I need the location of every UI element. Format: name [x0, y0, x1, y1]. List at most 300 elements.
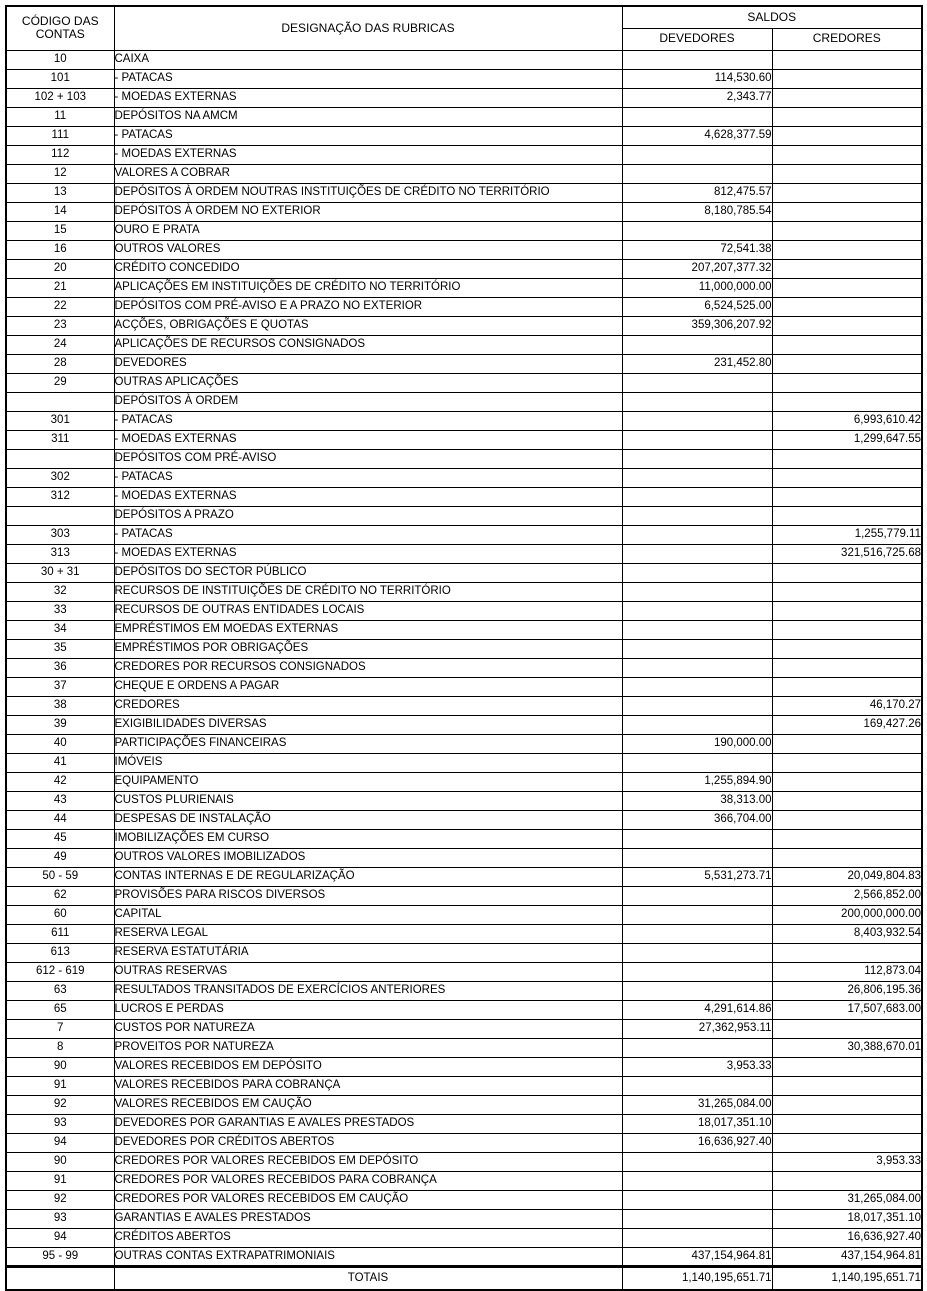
row-credores [772, 829, 922, 848]
row-devedores [622, 715, 772, 734]
row-credores [772, 1057, 922, 1076]
row-designation: OUTRAS RESERVAS [114, 962, 622, 981]
row-credores [772, 164, 922, 183]
row-designation: - PATACAS [114, 468, 622, 487]
table-row [6, 1019, 922, 1038]
row-code: 91 [6, 1171, 114, 1190]
row-credores [772, 107, 922, 126]
row-code: 90 [6, 1057, 114, 1076]
row-code: 41 [6, 753, 114, 772]
row-credores [772, 639, 922, 658]
row-credores: 26,806,195.36 [772, 981, 922, 1000]
row-credores: 200,000,000.00 [772, 905, 922, 924]
row-code: 94 [6, 1133, 114, 1152]
row-devedores [622, 943, 772, 962]
row-designation: DEVEDORES POR GARANTIAS E AVALES PRESTADOS [114, 1114, 622, 1133]
row-credores [772, 50, 922, 69]
table-row [6, 145, 922, 164]
table-row [6, 50, 922, 69]
row-designation: DEPÓSITOS NA AMCM [114, 107, 622, 126]
header-codigo-line2: CONTAS [35, 27, 85, 42]
table-row [6, 924, 922, 943]
table-row [6, 1133, 922, 1152]
table-row [6, 601, 922, 620]
row-credores [772, 278, 922, 297]
row-designation: EXIGIBILIDADES DIVERSAS [114, 715, 622, 734]
row-credores [772, 1095, 922, 1114]
table-row [6, 126, 922, 145]
row-credores [772, 183, 922, 202]
table-row [6, 373, 922, 392]
table-row [6, 639, 922, 658]
row-designation: CUSTOS PLURIENAIS [114, 791, 622, 810]
row-devedores: 16,636,927.40 [622, 1133, 772, 1152]
row-designation: APLICAÇÕES EM INSTITUIÇÕES DE CRÉDITO NO TERRITÓRIO [114, 278, 622, 297]
row-devedores [622, 582, 772, 601]
row-devedores: 38,313.00 [622, 791, 772, 810]
row-devedores [622, 1076, 772, 1095]
row-credores: 17,507,683.00 [772, 1000, 922, 1019]
row-code: 42 [6, 772, 114, 791]
table-row [6, 278, 922, 297]
row-designation: DEPÓSITOS DO SECTOR PÚBLICO [114, 563, 622, 582]
row-devedores [622, 1209, 772, 1228]
table-row [6, 696, 922, 715]
row-devedores [622, 753, 772, 772]
row-devedores [622, 1228, 772, 1247]
row-designation: GARANTIAS E AVALES PRESTADOS [114, 1209, 622, 1228]
row-credores: 437,154,964.81 [772, 1247, 922, 1266]
row-code: 92 [6, 1190, 114, 1209]
table-header [6, 6, 922, 50]
row-designation: IMÓVEIS [114, 753, 622, 772]
table-row [6, 240, 922, 259]
row-devedores [622, 677, 772, 696]
row-designation: EMPRÉSTIMOS POR OBRIGAÇÕES [114, 639, 622, 658]
table-row [6, 1114, 922, 1133]
row-code: 7 [6, 1019, 114, 1038]
row-devedores [622, 506, 772, 525]
row-designation: OUTROS VALORES IMOBILIZADOS [114, 848, 622, 867]
row-code: 24 [6, 335, 114, 354]
row-credores [772, 316, 922, 335]
row-code: 14 [6, 202, 114, 221]
row-designation: - MOEDAS EXTERNAS [114, 145, 622, 164]
table-row [6, 772, 922, 791]
table-row [6, 905, 922, 924]
row-devedores [622, 411, 772, 430]
row-designation: PROVISÕES PARA RISCOS DIVERSOS [114, 886, 622, 905]
table-row [6, 658, 922, 677]
row-credores [772, 772, 922, 791]
table-row [6, 1095, 922, 1114]
row-credores: 31,265,084.00 [772, 1190, 922, 1209]
row-designation: APLICAÇÕES DE RECURSOS CONSIGNADOS [114, 335, 622, 354]
row-designation: CRÉDITOS ABERTOS [114, 1228, 622, 1247]
row-devedores [622, 145, 772, 164]
row-devedores: 190,000.00 [622, 734, 772, 753]
row-code: 32 [6, 582, 114, 601]
row-designation: DEPÓSITOS COM PRÉ-AVISO E A PRAZO NO EXTERIOR [114, 297, 622, 316]
table-row [6, 525, 922, 544]
row-devedores [622, 639, 772, 658]
table-row [6, 297, 922, 316]
row-designation: CREDORES POR RECURSOS CONSIGNADOS [114, 658, 622, 677]
row-designation: RESULTADOS TRANSITADOS DE EXERCÍCIOS ANTERIORES [114, 981, 622, 1000]
row-code: 40 [6, 734, 114, 753]
table-row [6, 107, 922, 126]
table-row [6, 829, 922, 848]
row-designation: RESERVA LEGAL [114, 924, 622, 943]
row-designation: - MOEDAS EXTERNAS [114, 544, 622, 563]
row-devedores: 1,255,894.90 [622, 772, 772, 791]
row-code: 92 [6, 1095, 114, 1114]
row-designation: DESPESAS DE INSTALAÇÃO [114, 810, 622, 829]
table-row [6, 316, 922, 335]
table-row [6, 1000, 922, 1019]
row-credores: 112,873.04 [772, 962, 922, 981]
row-code: 22 [6, 297, 114, 316]
row-credores [772, 392, 922, 411]
row-credores [772, 335, 922, 354]
row-designation: CAPITAL [114, 905, 622, 924]
row-devedores [622, 1038, 772, 1057]
row-code: 15 [6, 221, 114, 240]
row-credores: 18,017,351.10 [772, 1209, 922, 1228]
row-credores [772, 1171, 922, 1190]
totals-credores: 1,140,195,651.71 [772, 1266, 922, 1290]
row-credores: 169,427.26 [772, 715, 922, 734]
row-designation: CREDORES POR VALORES RECEBIDOS EM DEPÓSITO [114, 1152, 622, 1171]
row-devedores [622, 544, 772, 563]
header-credores: CREDORES [772, 28, 922, 50]
row-credores: 6,993,610.42 [772, 411, 922, 430]
row-designation: CREDORES [114, 696, 622, 715]
row-devedores: 2,343.77 [622, 88, 772, 107]
row-devedores [622, 848, 772, 867]
table-row [6, 1152, 922, 1171]
row-credores [772, 620, 922, 639]
row-devedores: 231,452.80 [622, 354, 772, 373]
row-devedores: 4,291,614.86 [622, 1000, 772, 1019]
row-devedores [622, 335, 772, 354]
row-code: 101 [6, 69, 114, 88]
table-row [6, 183, 922, 202]
table-row [6, 221, 922, 240]
table-row [6, 620, 922, 639]
row-devedores: 114,530.60 [622, 69, 772, 88]
row-designation: VALORES RECEBIDOS EM CAUÇÃO [114, 1095, 622, 1114]
row-designation: OUTROS VALORES [114, 240, 622, 259]
row-credores [772, 373, 922, 392]
row-designation: DEPÓSITOS A PRAZO [114, 506, 622, 525]
row-designation: RECURSOS DE INSTITUIÇÕES DE CRÉDITO NO TERRITÓRIO [114, 582, 622, 601]
row-code: 302 [6, 468, 114, 487]
row-devedores [622, 658, 772, 677]
header-designacao: DESIGNAÇÃO DAS RUBRICAS [114, 6, 622, 50]
row-credores [772, 354, 922, 373]
row-code: 301 [6, 411, 114, 430]
row-code: 38 [6, 696, 114, 715]
table-row [6, 962, 922, 981]
row-designation: CONTAS INTERNAS E DE REGULARIZAÇÃO [114, 867, 622, 886]
row-credores [772, 677, 922, 696]
row-designation: DEPÓSITOS À ORDEM NO EXTERIOR [114, 202, 622, 221]
row-code: 612 - 619 [6, 962, 114, 981]
row-devedores [622, 886, 772, 905]
row-designation: IMOBILIZAÇÕES EM CURSO [114, 829, 622, 848]
row-code: 11 [6, 107, 114, 126]
row-credores [772, 88, 922, 107]
row-designation: CREDORES POR VALORES RECEBIDOS EM CAUÇÃO [114, 1190, 622, 1209]
table-row [6, 734, 922, 753]
table-row [6, 1038, 922, 1057]
row-credores [772, 449, 922, 468]
row-devedores: 5,531,273.71 [622, 867, 772, 886]
table-row [6, 354, 922, 373]
table-row [6, 1171, 922, 1190]
row-devedores: 359,306,207.92 [622, 316, 772, 335]
row-code: 94 [6, 1228, 114, 1247]
row-code: 312 [6, 487, 114, 506]
row-code: 44 [6, 810, 114, 829]
table-row [6, 1057, 922, 1076]
row-code: 13 [6, 183, 114, 202]
row-devedores: 3,953.33 [622, 1057, 772, 1076]
table-row [6, 69, 922, 88]
row-designation: ACÇÕES, OBRIGAÇÕES E QUOTAS [114, 316, 622, 335]
row-credores: 20,049,804.83 [772, 867, 922, 886]
table-row [6, 981, 922, 1000]
row-code: 36 [6, 658, 114, 677]
row-credores [772, 1114, 922, 1133]
row-code: 43 [6, 791, 114, 810]
row-devedores [622, 1152, 772, 1171]
row-devedores [622, 525, 772, 544]
totals-label: TOTAIS [114, 1266, 622, 1290]
row-devedores: 31,265,084.00 [622, 1095, 772, 1114]
row-devedores [622, 962, 772, 981]
table-row [6, 791, 922, 810]
row-credores [772, 297, 922, 316]
table-row [6, 886, 922, 905]
row-designation: CRÉDITO CONCEDIDO [114, 259, 622, 278]
row-devedores [622, 50, 772, 69]
row-code: 35 [6, 639, 114, 658]
table-row [6, 411, 922, 430]
row-code: 29 [6, 373, 114, 392]
row-code: 23 [6, 316, 114, 335]
row-designation: CAIXA [114, 50, 622, 69]
row-credores: 3,953.33 [772, 1152, 922, 1171]
table-row [6, 88, 922, 107]
row-code: 303 [6, 525, 114, 544]
row-credores [772, 943, 922, 962]
row-credores [772, 240, 922, 259]
table-row [6, 1209, 922, 1228]
row-designation: DEPÓSITOS À ORDEM NOUTRAS INSTITUIÇÕES DE CRÉDITO NO TERRITÓRIO [114, 183, 622, 202]
row-code: 20 [6, 259, 114, 278]
row-devedores [622, 221, 772, 240]
table-row [6, 392, 922, 411]
row-devedores: 11,000,000.00 [622, 278, 772, 297]
row-credores [772, 848, 922, 867]
header-codigo-line1: CÓDIGO DAS [21, 14, 99, 29]
row-code: 34 [6, 620, 114, 639]
table-row [6, 1247, 922, 1266]
row-devedores [622, 1190, 772, 1209]
row-code: 93 [6, 1114, 114, 1133]
row-designation: DEPÓSITOS À ORDEM [114, 392, 622, 411]
row-credores [772, 753, 922, 772]
row-code: 37 [6, 677, 114, 696]
table-row [6, 943, 922, 962]
row-credores [772, 791, 922, 810]
row-devedores: 8,180,785.54 [622, 202, 772, 221]
row-credores [772, 202, 922, 221]
row-code: 93 [6, 1209, 114, 1228]
row-devedores: 366,704.00 [622, 810, 772, 829]
row-code: 28 [6, 354, 114, 373]
table-row [6, 1190, 922, 1209]
table-row [6, 677, 922, 696]
table-row [6, 867, 922, 886]
row-designation: - PATACAS [114, 411, 622, 430]
row-credores [772, 126, 922, 145]
row-devedores [622, 430, 772, 449]
row-devedores [622, 696, 772, 715]
table-body [6, 50, 922, 1266]
row-code: 311 [6, 430, 114, 449]
row-designation: - PATACAS [114, 69, 622, 88]
row-code: 611 [6, 924, 114, 943]
row-credores [772, 506, 922, 525]
row-credores [772, 1076, 922, 1095]
row-code: 63 [6, 981, 114, 1000]
table-row [6, 810, 922, 829]
row-designation: DEVEDORES [114, 354, 622, 373]
row-devedores [622, 905, 772, 924]
row-code: 91 [6, 1076, 114, 1095]
row-credores [772, 221, 922, 240]
row-designation: OUTRAS CONTAS EXTRAPATRIMONIAIS [114, 1247, 622, 1266]
row-designation: DEPÓSITOS COM PRÉ-AVISO [114, 449, 622, 468]
table-row [6, 1076, 922, 1095]
row-credores [772, 1019, 922, 1038]
row-designation: PROVEITOS POR NATUREZA [114, 1038, 622, 1057]
table-row [6, 449, 922, 468]
row-devedores [622, 563, 772, 582]
row-devedores [622, 487, 772, 506]
row-devedores [622, 620, 772, 639]
row-code: 21 [6, 278, 114, 297]
table-row [6, 753, 922, 772]
row-devedores [622, 373, 772, 392]
table-row [6, 259, 922, 278]
table-row [6, 544, 922, 563]
row-credores [772, 582, 922, 601]
row-credores [772, 468, 922, 487]
row-code: 49 [6, 848, 114, 867]
row-devedores [622, 981, 772, 1000]
row-devedores [622, 107, 772, 126]
row-code: 90 [6, 1152, 114, 1171]
row-code: 613 [6, 943, 114, 962]
row-designation: VALORES RECEBIDOS EM DEPÓSITO [114, 1057, 622, 1076]
row-designation: OURO E PRATA [114, 221, 622, 240]
table-row [6, 335, 922, 354]
row-devedores [622, 924, 772, 943]
table-row [6, 563, 922, 582]
row-credores [772, 259, 922, 278]
row-devedores: 72,541.38 [622, 240, 772, 259]
table-row [6, 487, 922, 506]
row-designation: CHEQUE E ORDENS A PAGAR [114, 677, 622, 696]
table-row [6, 164, 922, 183]
totals-devedores: 1,140,195,651.71 [622, 1266, 772, 1290]
row-credores: 30,388,670.01 [772, 1038, 922, 1057]
row-code: 60 [6, 905, 114, 924]
row-code: 313 [6, 544, 114, 563]
row-code: 8 [6, 1038, 114, 1057]
row-designation: VALORES RECEBIDOS PARA COBRANÇA [114, 1076, 622, 1095]
row-code: 62 [6, 886, 114, 905]
row-code: 50 - 59 [6, 867, 114, 886]
row-code: 65 [6, 1000, 114, 1019]
row-devedores [622, 164, 772, 183]
row-designation: - MOEDAS EXTERNAS [114, 430, 622, 449]
row-credores: 16,636,927.40 [772, 1228, 922, 1247]
header-saldos: SALDOS [622, 6, 922, 28]
row-devedores [622, 392, 772, 411]
row-credores [772, 1133, 922, 1152]
table-row [6, 506, 922, 525]
row-credores [772, 563, 922, 582]
row-credores: 8,403,932.54 [772, 924, 922, 943]
row-credores [772, 810, 922, 829]
row-devedores: 207,207,377.32 [622, 259, 772, 278]
row-designation: RECURSOS DE OUTRAS ENTIDADES LOCAIS [114, 601, 622, 620]
table-row [6, 715, 922, 734]
row-designation: - PATACAS [114, 525, 622, 544]
header-codigo-das-contas [6, 6, 114, 50]
row-designation: LUCROS E PERDAS [114, 1000, 622, 1019]
row-code: 39 [6, 715, 114, 734]
row-devedores: 437,154,964.81 [622, 1247, 772, 1266]
row-code: 112 [6, 145, 114, 164]
row-code [6, 392, 114, 411]
row-code: 10 [6, 50, 114, 69]
table-row [6, 582, 922, 601]
row-designation: CREDORES POR VALORES RECEBIDOS PARA COBRANÇA [114, 1171, 622, 1190]
table-row [6, 202, 922, 221]
row-designation: - PATACAS [114, 126, 622, 145]
row-designation: - MOEDAS EXTERNAS [114, 487, 622, 506]
row-designation: EQUIPAMENTO [114, 772, 622, 791]
row-code: 45 [6, 829, 114, 848]
row-devedores [622, 1171, 772, 1190]
table-row [6, 430, 922, 449]
header-devedores: DEVEDORES [622, 28, 772, 50]
row-code: 16 [6, 240, 114, 259]
row-code: 95 - 99 [6, 1247, 114, 1266]
row-code: 30 + 31 [6, 563, 114, 582]
row-designation: RESERVA ESTATUTÁRIA [114, 943, 622, 962]
row-code: 102 + 103 [6, 88, 114, 107]
row-designation: DEVEDORES POR CRÉDITOS ABERTOS [114, 1133, 622, 1152]
row-code: 33 [6, 601, 114, 620]
table-row [6, 468, 922, 487]
